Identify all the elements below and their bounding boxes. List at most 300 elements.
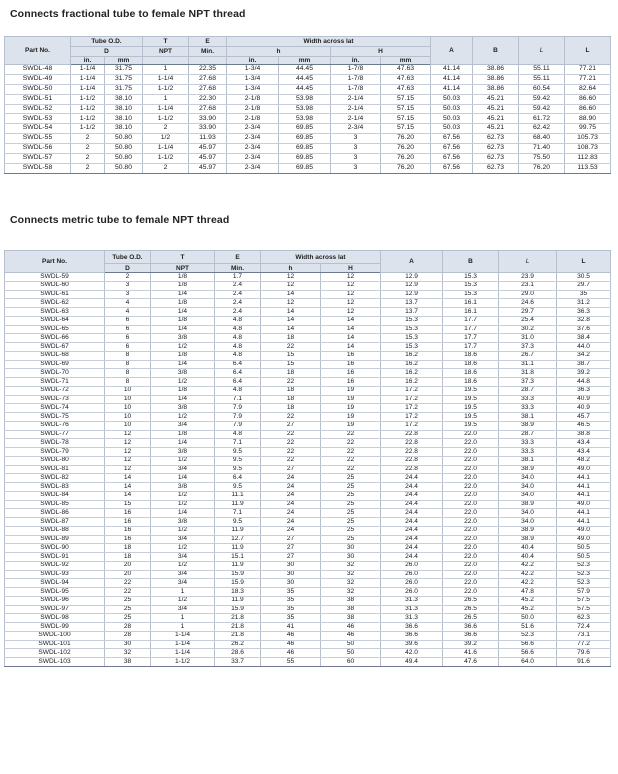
table-cell: 38.86 xyxy=(473,84,519,94)
table-row xyxy=(5,439,611,448)
table-cell: 41.6 xyxy=(443,649,499,658)
table-cell: 57.15 xyxy=(381,94,431,104)
table-cell: 17.7 xyxy=(443,334,499,343)
table-cell: 2-1/4 xyxy=(331,104,381,114)
table-cell: 28.7 xyxy=(499,430,557,439)
table-cell: 49.0 xyxy=(557,535,611,544)
table-cell: 43.4 xyxy=(557,448,611,457)
table-row xyxy=(5,413,611,422)
table-cell: 62.73 xyxy=(473,144,519,154)
table-cell: 1-1/2 xyxy=(71,104,105,114)
table-cell: 60 xyxy=(321,658,381,667)
part-number-cell: SWDL-61 xyxy=(5,290,105,299)
table-cell: 22.0 xyxy=(443,553,499,562)
table-cell: 3/4 xyxy=(151,605,215,614)
table-cell: 18.6 xyxy=(443,369,499,378)
table-cell: 25 xyxy=(105,614,151,623)
table-cell: 24.4 xyxy=(381,509,443,518)
table-cell: 35 xyxy=(557,290,611,299)
part-number-cell: SWDL-59 xyxy=(5,273,105,282)
table-cell: 25 xyxy=(321,518,381,527)
table-cell: 1-1/2 xyxy=(151,658,215,667)
table-cell: 6 xyxy=(105,334,151,343)
table-cell: 1-1/2 xyxy=(71,124,105,134)
table-cell: 4 xyxy=(105,308,151,317)
table-cell: 22 xyxy=(321,439,381,448)
table-cell: 1/2 xyxy=(143,134,189,144)
table-cell: 50.03 xyxy=(431,94,473,104)
table-row xyxy=(5,605,611,614)
table-cell: 38.9 xyxy=(499,421,557,430)
table-cell: 55 xyxy=(261,658,321,667)
table-cell: 3/8 xyxy=(151,448,215,457)
table-cell: 31.3 xyxy=(381,614,443,623)
table-cell: 4.8 xyxy=(215,386,261,395)
table-cell: 16.2 xyxy=(381,351,443,360)
table-cell: 1/4 xyxy=(151,474,215,483)
table-cell: 25 xyxy=(321,483,381,492)
table-cell: 19 xyxy=(321,404,381,413)
table-cell: 38.1 xyxy=(499,413,557,422)
table-cell: 50 xyxy=(321,649,381,658)
table-cell: 69.85 xyxy=(279,163,331,173)
header-e-min: Min. xyxy=(215,264,261,273)
header-e-blank xyxy=(189,57,227,65)
part-number-cell: SWDL-89 xyxy=(5,535,105,544)
table-cell: 49.0 xyxy=(557,526,611,535)
table-cell: 1-1/4 xyxy=(143,74,189,84)
table-cell: 15.3 xyxy=(381,343,443,352)
table-cell: 30 xyxy=(321,544,381,553)
table-cell: 52.3 xyxy=(499,631,557,640)
table-cell: 1-1/4 xyxy=(151,649,215,658)
table-cell: 16.1 xyxy=(443,308,499,317)
part-number-cell: SWDL-75 xyxy=(5,413,105,422)
table-row xyxy=(5,631,611,640)
table-cell: 17.2 xyxy=(381,413,443,422)
table-row xyxy=(5,334,611,343)
header-unit-in: in. xyxy=(331,57,381,65)
table-row xyxy=(5,649,611,658)
table-cell: 26.2 xyxy=(215,640,261,649)
table-cell: 3/4 xyxy=(151,535,215,544)
table-cell: 24.4 xyxy=(381,518,443,527)
table-row xyxy=(5,114,611,124)
table-cell: 12.9 xyxy=(381,273,443,282)
table-cell: 112.83 xyxy=(565,154,611,164)
table-cell: 38 xyxy=(105,658,151,667)
table-cell: 62.42 xyxy=(519,124,565,134)
table-cell: 1/8 xyxy=(151,386,215,395)
table-cell: 1/4 xyxy=(151,290,215,299)
table-cell: 22.0 xyxy=(443,483,499,492)
table-cell: 26.5 xyxy=(443,596,499,605)
table-cell: 38 xyxy=(321,596,381,605)
table-cell: 39.6 xyxy=(381,640,443,649)
table-cell: 73.1 xyxy=(557,631,611,640)
table-cell: 13.7 xyxy=(381,308,443,317)
table-cell: 28 xyxy=(105,623,151,632)
table-cell: 34.0 xyxy=(499,483,557,492)
table-row xyxy=(5,614,611,623)
table-cell: 67.56 xyxy=(431,144,473,154)
fractional-tube-table xyxy=(4,36,611,174)
table-cell: 10 xyxy=(105,404,151,413)
table-cell: 24 xyxy=(261,509,321,518)
table-cell: 30 xyxy=(261,561,321,570)
part-number-cell: SWDL-74 xyxy=(5,404,105,413)
table-cell: 24.4 xyxy=(381,483,443,492)
table-cell: 1-1/4 xyxy=(151,631,215,640)
table-cell: 27.68 xyxy=(189,104,227,114)
table-cell: 40.4 xyxy=(499,544,557,553)
table-cell: 38.9 xyxy=(499,500,557,509)
table-cell: 1-3/4 xyxy=(227,74,279,84)
table-cell: 3 xyxy=(331,154,381,164)
table-cell: 67.56 xyxy=(431,154,473,164)
table-cell: 22 xyxy=(105,579,151,588)
part-number-cell: SWDL-62 xyxy=(5,299,105,308)
part-number-cell: SWDL-91 xyxy=(5,553,105,562)
table-cell: 57.5 xyxy=(557,605,611,614)
table-cell: 50.80 xyxy=(105,163,143,173)
table-cell: 25 xyxy=(105,596,151,605)
table-cell: 40.4 xyxy=(499,553,557,562)
table-cell: 44.45 xyxy=(279,74,331,84)
table-cell: 18 xyxy=(261,369,321,378)
table-cell: 57.15 xyxy=(381,104,431,114)
table-cell: 18 xyxy=(261,386,321,395)
table-cell: 15.3 xyxy=(381,325,443,334)
table-cell: 2-1/8 xyxy=(227,94,279,104)
table-cell: 34.0 xyxy=(499,509,557,518)
table-cell: 17.2 xyxy=(381,421,443,430)
table-row xyxy=(5,553,611,562)
table-cell: 55.11 xyxy=(519,74,565,84)
part-number-cell: SWDL-94 xyxy=(5,579,105,588)
table-row xyxy=(5,623,611,632)
table-cell: 22.8 xyxy=(381,465,443,474)
table-cell: 53.98 xyxy=(279,94,331,104)
table-cell: 30 xyxy=(105,640,151,649)
table-cell: 33.3 xyxy=(499,395,557,404)
section-title-fractional: Connects fractional tube to female NPT thread xyxy=(10,8,246,20)
table-cell: 77.21 xyxy=(565,65,611,75)
table-cell: 22.0 xyxy=(443,535,499,544)
part-number-cell: SWDL-96 xyxy=(5,596,105,605)
table-cell: 86.60 xyxy=(565,104,611,114)
table-cell: 24 xyxy=(261,491,321,500)
header-unit-mm: mm xyxy=(279,57,331,65)
header-part-no: Part No. xyxy=(5,251,105,273)
table-row xyxy=(5,535,611,544)
table-row xyxy=(5,500,611,509)
table-row xyxy=(5,640,611,649)
table-cell: 11.1 xyxy=(215,491,261,500)
table-cell: 18.6 xyxy=(443,378,499,387)
table-cell: 2 xyxy=(143,124,189,134)
table-cell: 8 xyxy=(105,360,151,369)
table-cell: 1-1/2 xyxy=(143,84,189,94)
part-number-cell: SWDL-102 xyxy=(5,649,105,658)
table-cell: 25 xyxy=(321,526,381,535)
table-cell: 12 xyxy=(261,299,321,308)
table-cell: 32 xyxy=(321,570,381,579)
table-cell: 22 xyxy=(321,465,381,474)
table-cell: 1-1/4 xyxy=(151,640,215,649)
table-cell: 36.6 xyxy=(381,623,443,632)
table-cell: 33.7 xyxy=(215,658,261,667)
table-cell: 69.85 xyxy=(279,134,331,144)
table-cell: 17.7 xyxy=(443,325,499,334)
table-cell: 22.8 xyxy=(381,448,443,457)
header-e: E xyxy=(189,37,227,47)
table-cell: 2-3/4 xyxy=(227,144,279,154)
header-a: A xyxy=(431,37,473,65)
table-cell: 38.10 xyxy=(105,94,143,104)
table-row xyxy=(5,491,611,500)
table-cell: 19 xyxy=(321,421,381,430)
table-cell: 19 xyxy=(321,395,381,404)
part-number-cell: SWDL-72 xyxy=(5,386,105,395)
table-cell: 27.68 xyxy=(189,74,227,84)
table-cell: 12.7 xyxy=(215,535,261,544)
table-cell: 3 xyxy=(331,134,381,144)
table-cell: 28 xyxy=(105,631,151,640)
part-number-cell: SWDL-69 xyxy=(5,360,105,369)
table-cell: 24.4 xyxy=(381,500,443,509)
table-cell: 22.0 xyxy=(443,456,499,465)
table-cell: 1.7 xyxy=(215,273,261,282)
table-cell: 38.86 xyxy=(473,65,519,75)
table-cell: 16.2 xyxy=(381,369,443,378)
table-cell: 1-1/4 xyxy=(71,65,105,75)
table-cell: 31.1 xyxy=(499,360,557,369)
metric-table-body xyxy=(5,273,611,667)
table-row xyxy=(5,456,611,465)
header-h-big: H xyxy=(331,47,431,57)
part-number-cell: SWDL-80 xyxy=(5,456,105,465)
table-cell: 19 xyxy=(321,386,381,395)
table-cell: 24.4 xyxy=(381,553,443,562)
table-cell: 3/8 xyxy=(151,404,215,413)
table-cell: 1-7/8 xyxy=(331,74,381,84)
header-t: T xyxy=(143,37,189,47)
table-cell: 52.3 xyxy=(557,579,611,588)
table-cell: 1-7/8 xyxy=(331,84,381,94)
table-cell: 12 xyxy=(321,281,381,290)
table-cell: 10 xyxy=(105,395,151,404)
table-cell: 16.1 xyxy=(443,299,499,308)
header-h-small: h xyxy=(261,264,321,273)
table-cell: 38.8 xyxy=(557,430,611,439)
part-number-cell: SWDL-54 xyxy=(5,124,71,134)
table-cell: 42.2 xyxy=(499,561,557,570)
table-cell: 21.8 xyxy=(215,623,261,632)
table-cell: 62.3 xyxy=(557,614,611,623)
table-cell: 16 xyxy=(321,351,381,360)
table-cell: 14 xyxy=(321,334,381,343)
table-cell: 15.9 xyxy=(215,579,261,588)
table-row xyxy=(5,395,611,404)
table-row xyxy=(5,509,611,518)
table-cell: 46.5 xyxy=(557,421,611,430)
header-h-small: h xyxy=(227,47,331,57)
part-number-cell: SWDL-55 xyxy=(5,134,71,144)
part-number-cell: SWDL-70 xyxy=(5,369,105,378)
table-cell: 24.4 xyxy=(381,474,443,483)
table-cell: 22.0 xyxy=(443,439,499,448)
table-row xyxy=(5,351,611,360)
header-unit-mm: mm xyxy=(381,57,431,65)
table-cell: 22 xyxy=(261,343,321,352)
table-cell: 45.2 xyxy=(499,596,557,605)
table-cell: 48.2 xyxy=(557,456,611,465)
table-cell: 22.30 xyxy=(189,94,227,104)
table-cell: 18 xyxy=(261,395,321,404)
table-cell: 1 xyxy=(151,623,215,632)
table-cell: 36.6 xyxy=(381,631,443,640)
table-cell: 53.98 xyxy=(279,104,331,114)
table-cell: 22.0 xyxy=(443,491,499,500)
table-cell: 2-1/8 xyxy=(227,104,279,114)
table-cell: 22.0 xyxy=(443,500,499,509)
table-cell: 25 xyxy=(321,491,381,500)
table-cell: 67.56 xyxy=(431,134,473,144)
table-cell: 8 xyxy=(105,369,151,378)
table-cell: 24.6 xyxy=(499,299,557,308)
table-row xyxy=(5,658,611,667)
table-cell: 36.6 xyxy=(443,623,499,632)
part-number-cell: SWDL-50 xyxy=(5,84,71,94)
table-cell: 12 xyxy=(321,308,381,317)
table-cell: 57.15 xyxy=(381,124,431,134)
table-cell: 16.2 xyxy=(381,360,443,369)
table-row xyxy=(5,474,611,483)
table-cell: 22 xyxy=(321,448,381,457)
table-cell: 2 xyxy=(71,134,105,144)
table-row xyxy=(5,65,611,75)
table-cell: 44.1 xyxy=(557,509,611,518)
part-number-cell: SWDL-60 xyxy=(5,281,105,290)
table-row xyxy=(5,94,611,104)
table-row xyxy=(5,430,611,439)
table-cell: 62.73 xyxy=(473,163,519,173)
table-cell: 33.3 xyxy=(499,404,557,413)
table-row xyxy=(5,465,611,474)
table-cell: 1/8 xyxy=(151,273,215,282)
table-row xyxy=(5,448,611,457)
table-cell: 3/8 xyxy=(151,369,215,378)
table-cell: 18 xyxy=(261,404,321,413)
table-cell: 14 xyxy=(105,474,151,483)
table-cell: 15.3 xyxy=(443,281,499,290)
table-cell: 29.0 xyxy=(499,290,557,299)
table-cell: 8 xyxy=(105,378,151,387)
table-cell: 59.42 xyxy=(519,104,565,114)
part-number-cell: SWDL-98 xyxy=(5,614,105,623)
table-cell: 39.2 xyxy=(443,640,499,649)
table-cell: 2-1/4 xyxy=(331,94,381,104)
table-cell: 1-1/2 xyxy=(143,114,189,124)
header-width-across-flat: Width across lat xyxy=(227,37,431,47)
table-cell: 12 xyxy=(321,299,381,308)
table-cell: 14 xyxy=(261,290,321,299)
table-cell: 31.8 xyxy=(499,369,557,378)
table-cell: 41.14 xyxy=(431,84,473,94)
table-cell: 27 xyxy=(261,553,321,562)
header-unit-in: in. xyxy=(227,57,279,65)
table-cell: 11.9 xyxy=(215,561,261,570)
table-row xyxy=(5,421,611,430)
header-l-small: L xyxy=(499,251,557,273)
table-cell: 50.0 xyxy=(499,614,557,623)
header-unit-in: in. xyxy=(71,57,105,65)
table-cell: 10 xyxy=(105,386,151,395)
table-cell: 61.72 xyxy=(519,114,565,124)
table-cell: 33.3 xyxy=(499,439,557,448)
header-unit-mm: mm xyxy=(105,57,143,65)
table-cell: 25 xyxy=(321,535,381,544)
table-cell: 27 xyxy=(261,421,321,430)
table-cell: 47.8 xyxy=(499,588,557,597)
table-cell: 15.9 xyxy=(215,605,261,614)
table-row xyxy=(5,544,611,553)
table-cell: 1/2 xyxy=(151,526,215,535)
part-number-cell: SWDL-81 xyxy=(5,465,105,474)
table-cell: 6.4 xyxy=(215,369,261,378)
part-number-cell: SWDL-65 xyxy=(5,325,105,334)
table-cell: 75.50 xyxy=(519,154,565,164)
part-number-cell: SWDL-78 xyxy=(5,439,105,448)
table-cell: 52.3 xyxy=(557,570,611,579)
header-l-big: L xyxy=(557,251,611,273)
table-cell: 46 xyxy=(261,631,321,640)
table-row xyxy=(5,154,611,164)
table-cell: 15.3 xyxy=(443,273,499,282)
table-cell: 4 xyxy=(105,299,151,308)
table-cell: 2-3/4 xyxy=(331,124,381,134)
table-cell: 16.2 xyxy=(381,378,443,387)
table-cell: 29.7 xyxy=(557,281,611,290)
table-cell: 1/8 xyxy=(151,281,215,290)
table-cell: 7.1 xyxy=(215,395,261,404)
table-cell: 1/2 xyxy=(151,561,215,570)
table-cell: 19.5 xyxy=(443,404,499,413)
table-cell: 55.11 xyxy=(519,65,565,75)
table-cell: 16 xyxy=(105,509,151,518)
table-cell: 9.5 xyxy=(215,518,261,527)
part-number-cell: SWDL-68 xyxy=(5,351,105,360)
table-cell: 14 xyxy=(261,316,321,325)
table-cell: 69.85 xyxy=(279,154,331,164)
header-tube-d: D xyxy=(71,47,143,57)
table-cell: 46 xyxy=(261,649,321,658)
table-cell: 19.5 xyxy=(443,395,499,404)
table-cell: 34.0 xyxy=(499,491,557,500)
table-cell: 45.21 xyxy=(473,124,519,134)
table-cell: 88.90 xyxy=(565,114,611,124)
header-t-npt: NPT xyxy=(143,47,189,57)
table-cell: 20 xyxy=(105,561,151,570)
table-cell: 15 xyxy=(261,360,321,369)
table-cell: 19 xyxy=(321,413,381,422)
table-cell: 38.9 xyxy=(499,465,557,474)
table-cell: 44.8 xyxy=(557,378,611,387)
table-cell: 41.14 xyxy=(431,65,473,75)
table-cell: 6 xyxy=(105,343,151,352)
table-cell: 35 xyxy=(261,588,321,597)
